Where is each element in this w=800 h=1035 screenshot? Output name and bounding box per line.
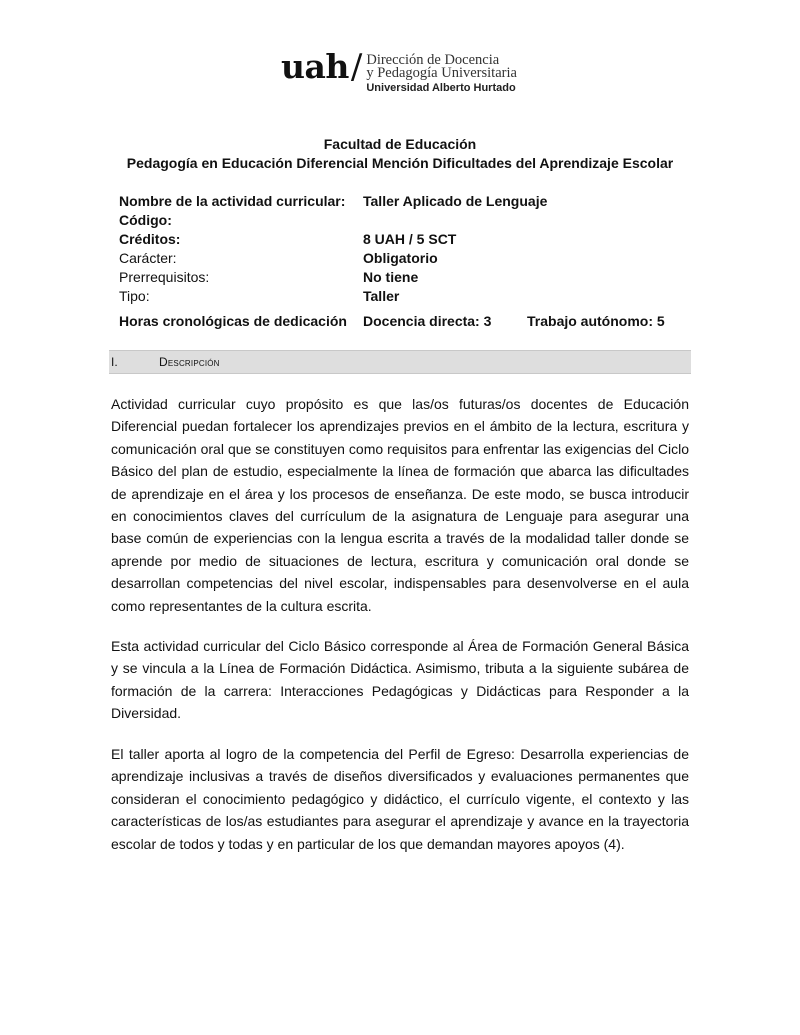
logo-line-1: Dirección de Docencia <box>366 52 500 68</box>
description-paragraph-2: Esta actividad curricular del Ciclo Básico corresponde al Área de Formación General Básica y se vincula a la Línea de Formación Didáctica. Asimismo, tributa a la siguiente subárea de formación de la carrera: Interacciones Pedagógicas y Didácticas para Responder a la Diversidad. <box>111 638 689 722</box>
program-title: Pedagogía en Educación Diferencial Mención Dificultades del Aprendizaje Escolar <box>126 155 674 171</box>
info-label: Código: <box>119 212 172 228</box>
info-label: Nombre de la actividad curricular: <box>119 193 346 209</box>
hours-autonomous: Trabajo autónomo: 5 <box>527 313 665 329</box>
info-row-credits <box>119 230 699 249</box>
info-row-character <box>119 249 699 268</box>
info-label: Carácter: <box>119 250 177 266</box>
description-paragraph-1: Actividad curricular cuyo propósito es que las/os futuras/os docentes de Educación Diferencial puedan fortalecer los aprendizajes previos en el ámbito de la lectura, escritura y comunicación oral que se constituyen como requisitos para enfrentar las exigencias del Ciclo Básico del plan de estudio, especialmente la línea de formación que abarca las dificultades de aprendizaje en el área y los procesos de enseñanza. De este modo, se busca introducir en conocimientos claves del currículum de la asignatura de Lenguaje para asegurar una base común de experiencias con la lengua escrita a través de la modalidad taller donde se aprende por medio de situaciones de lectura, escritura y comunicación oral donde se desarrollan competencias del nivel escolar, indispensables para desenvolverse en el aula como representantes de la cultura escrita. <box>111 396 689 614</box>
section-header-description <box>109 350 691 374</box>
description-paragraph-3: El taller aporta al logro de la competencia del Perfil de Egreso: Desarrolla experiencias de aprendizaje inclusivas a través de diseños diversificados y evaluaciones permanentes que consideran el conocimiento pedagógico y didáctico, el currículo vigente, el contexto y las características de los/as estudiantes para asegurar el aprendizaje y avance en la trayectoria escolar de todos y todas y en particular de los que demandan mayores apoyos (4). <box>111 746 689 852</box>
logo-mark: uah <box>281 47 349 86</box>
info-value: Taller <box>363 288 400 304</box>
info-row-code <box>119 211 699 230</box>
uah-logo <box>281 46 517 98</box>
course-info-table <box>119 192 699 331</box>
info-row-name <box>119 192 699 211</box>
info-value: Taller Aplicado de Lenguaje <box>363 193 548 209</box>
logo-university-name: Universidad Alberto Hurtado <box>366 82 516 94</box>
logo-slash: / <box>350 47 363 87</box>
info-value: Obligatorio <box>363 250 438 266</box>
info-value: No tiene <box>363 269 419 285</box>
hours-label: Horas cronológicas de dedicación <box>119 313 347 329</box>
info-value <box>363 211 527 230</box>
logo-line-2: y Pedagogía Universitaria <box>366 65 517 81</box>
info-label: Prerrequisitos: <box>119 269 210 285</box>
section-number: I. <box>111 355 118 369</box>
info-label: Tipo: <box>119 288 150 304</box>
info-value: 8 UAH / 5 SCT <box>363 231 457 247</box>
info-row-hours <box>119 312 699 331</box>
hours-direct: Docencia directa: 3 <box>363 313 492 329</box>
section-title: Descripción <box>159 355 220 369</box>
info-row-type <box>119 287 699 306</box>
info-row-prerequisites <box>119 268 699 287</box>
logo-text <box>366 54 517 96</box>
faculty-title: Facultad de Educación <box>323 136 477 152</box>
info-label: Créditos: <box>119 231 181 247</box>
